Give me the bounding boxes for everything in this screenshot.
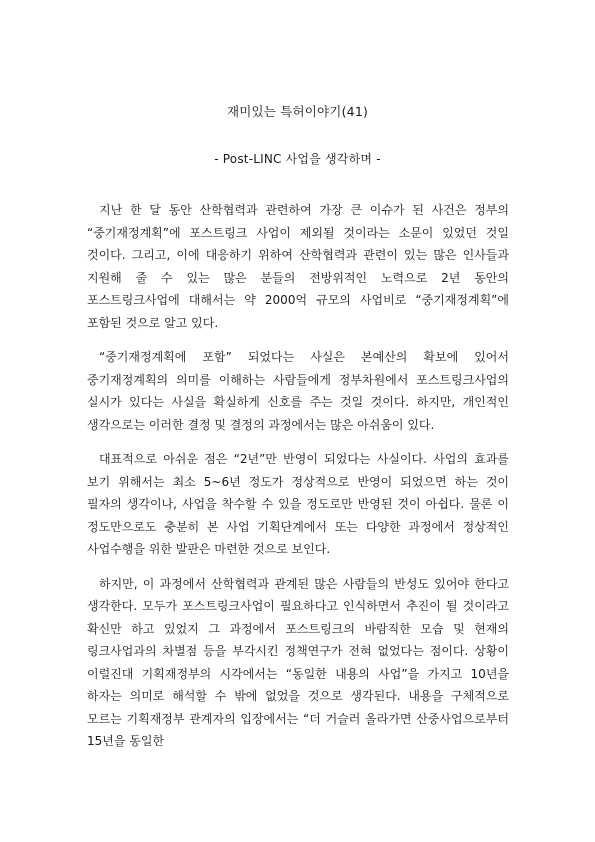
body-text [87,199,509,765]
paragraph-2: “중기재정계획에 포함” 되었다는 사실은 본예산의 확보에 있어서 중기재정계획의 의미를 이해하는 사람들에게 정부차원에서 포스트링크사업의 실시가 있다는 사실을 확실하게 신호를 주는 것일 것이다. 하지만, 개인적인 생각으로는 이러한 결정 및 결정의 과정에서는 많은 아쉬움이 있다. [87,350,509,432]
paragraph-3: 대표적으로 아쉬운 점은 “2년”만 반영이 되었다는 사실이다. 사업의 효과를 보기 위해서는 최소 5~6년 정도가 정상적으로 반영이 되었으면 하는 것이 필자의 생각이나, 사업을 착수할 수 있을 정도로만 반영된 것이 아쉽다. 물론 이 정도만으로도 충분히 본 사업 기획단계에서 또는 다양한 과정에서 정상적인 사업수행을 위한 발판은 마련한 것으로 보인다. [87,452,509,556]
paragraph-1: 지난 한 달 동안 산학협력과 관련하여 가장 큰 이슈가 된 사건은 정부의 “중기재정계획”에 포스트링크 사업이 제외될 것이라는 소문이 있었던 것일 것이다. 그리고, 이에 대응하기 위하여 산학협력과 관련이 있는 많은 인사들과 지원해 줄 수 있는 많은 분들의 전방위적인 노력으로 2년 동안의 포스트링크사업에 대해서는 약 2000억 규모의 사업비로 “중기재정계획”에 포함된 것으로 알고 있다. [87,203,509,330]
page-title: 재미있는 특허이야기(41) [226,104,369,119]
page-subtitle: - Post-LINC 사업을 생각하며 - [214,152,381,166]
paragraph-4: 하지만, 이 과정에서 산학협력과 관계된 많은 사람들의 반성도 있어야 한다고 생각한다. 모두가 포스트링크사업이 필요하다고 인식하면서 추진이 될 것이라고 확신만 하고 있었지 그 과정에서 포스트링크의 바람직한 모습 및 현재의 링크사업과의 차별점 등을 부각시킨 정책연구가 전혀 없었다는 점이다. 상황이 이럴진대 기획재정부의 시각에서는 “동일한 내용의 사업”을 가지고 10년을 하자는 의미로 해석할 수 밖에 없었을 것으로 생각된다. 내용을 구체적으로 모르는 기획재정부 관계자의 입장에서는 “더 거슬러 올라가면 산중사업으로부터 15년을 동일한 [87,576,509,748]
